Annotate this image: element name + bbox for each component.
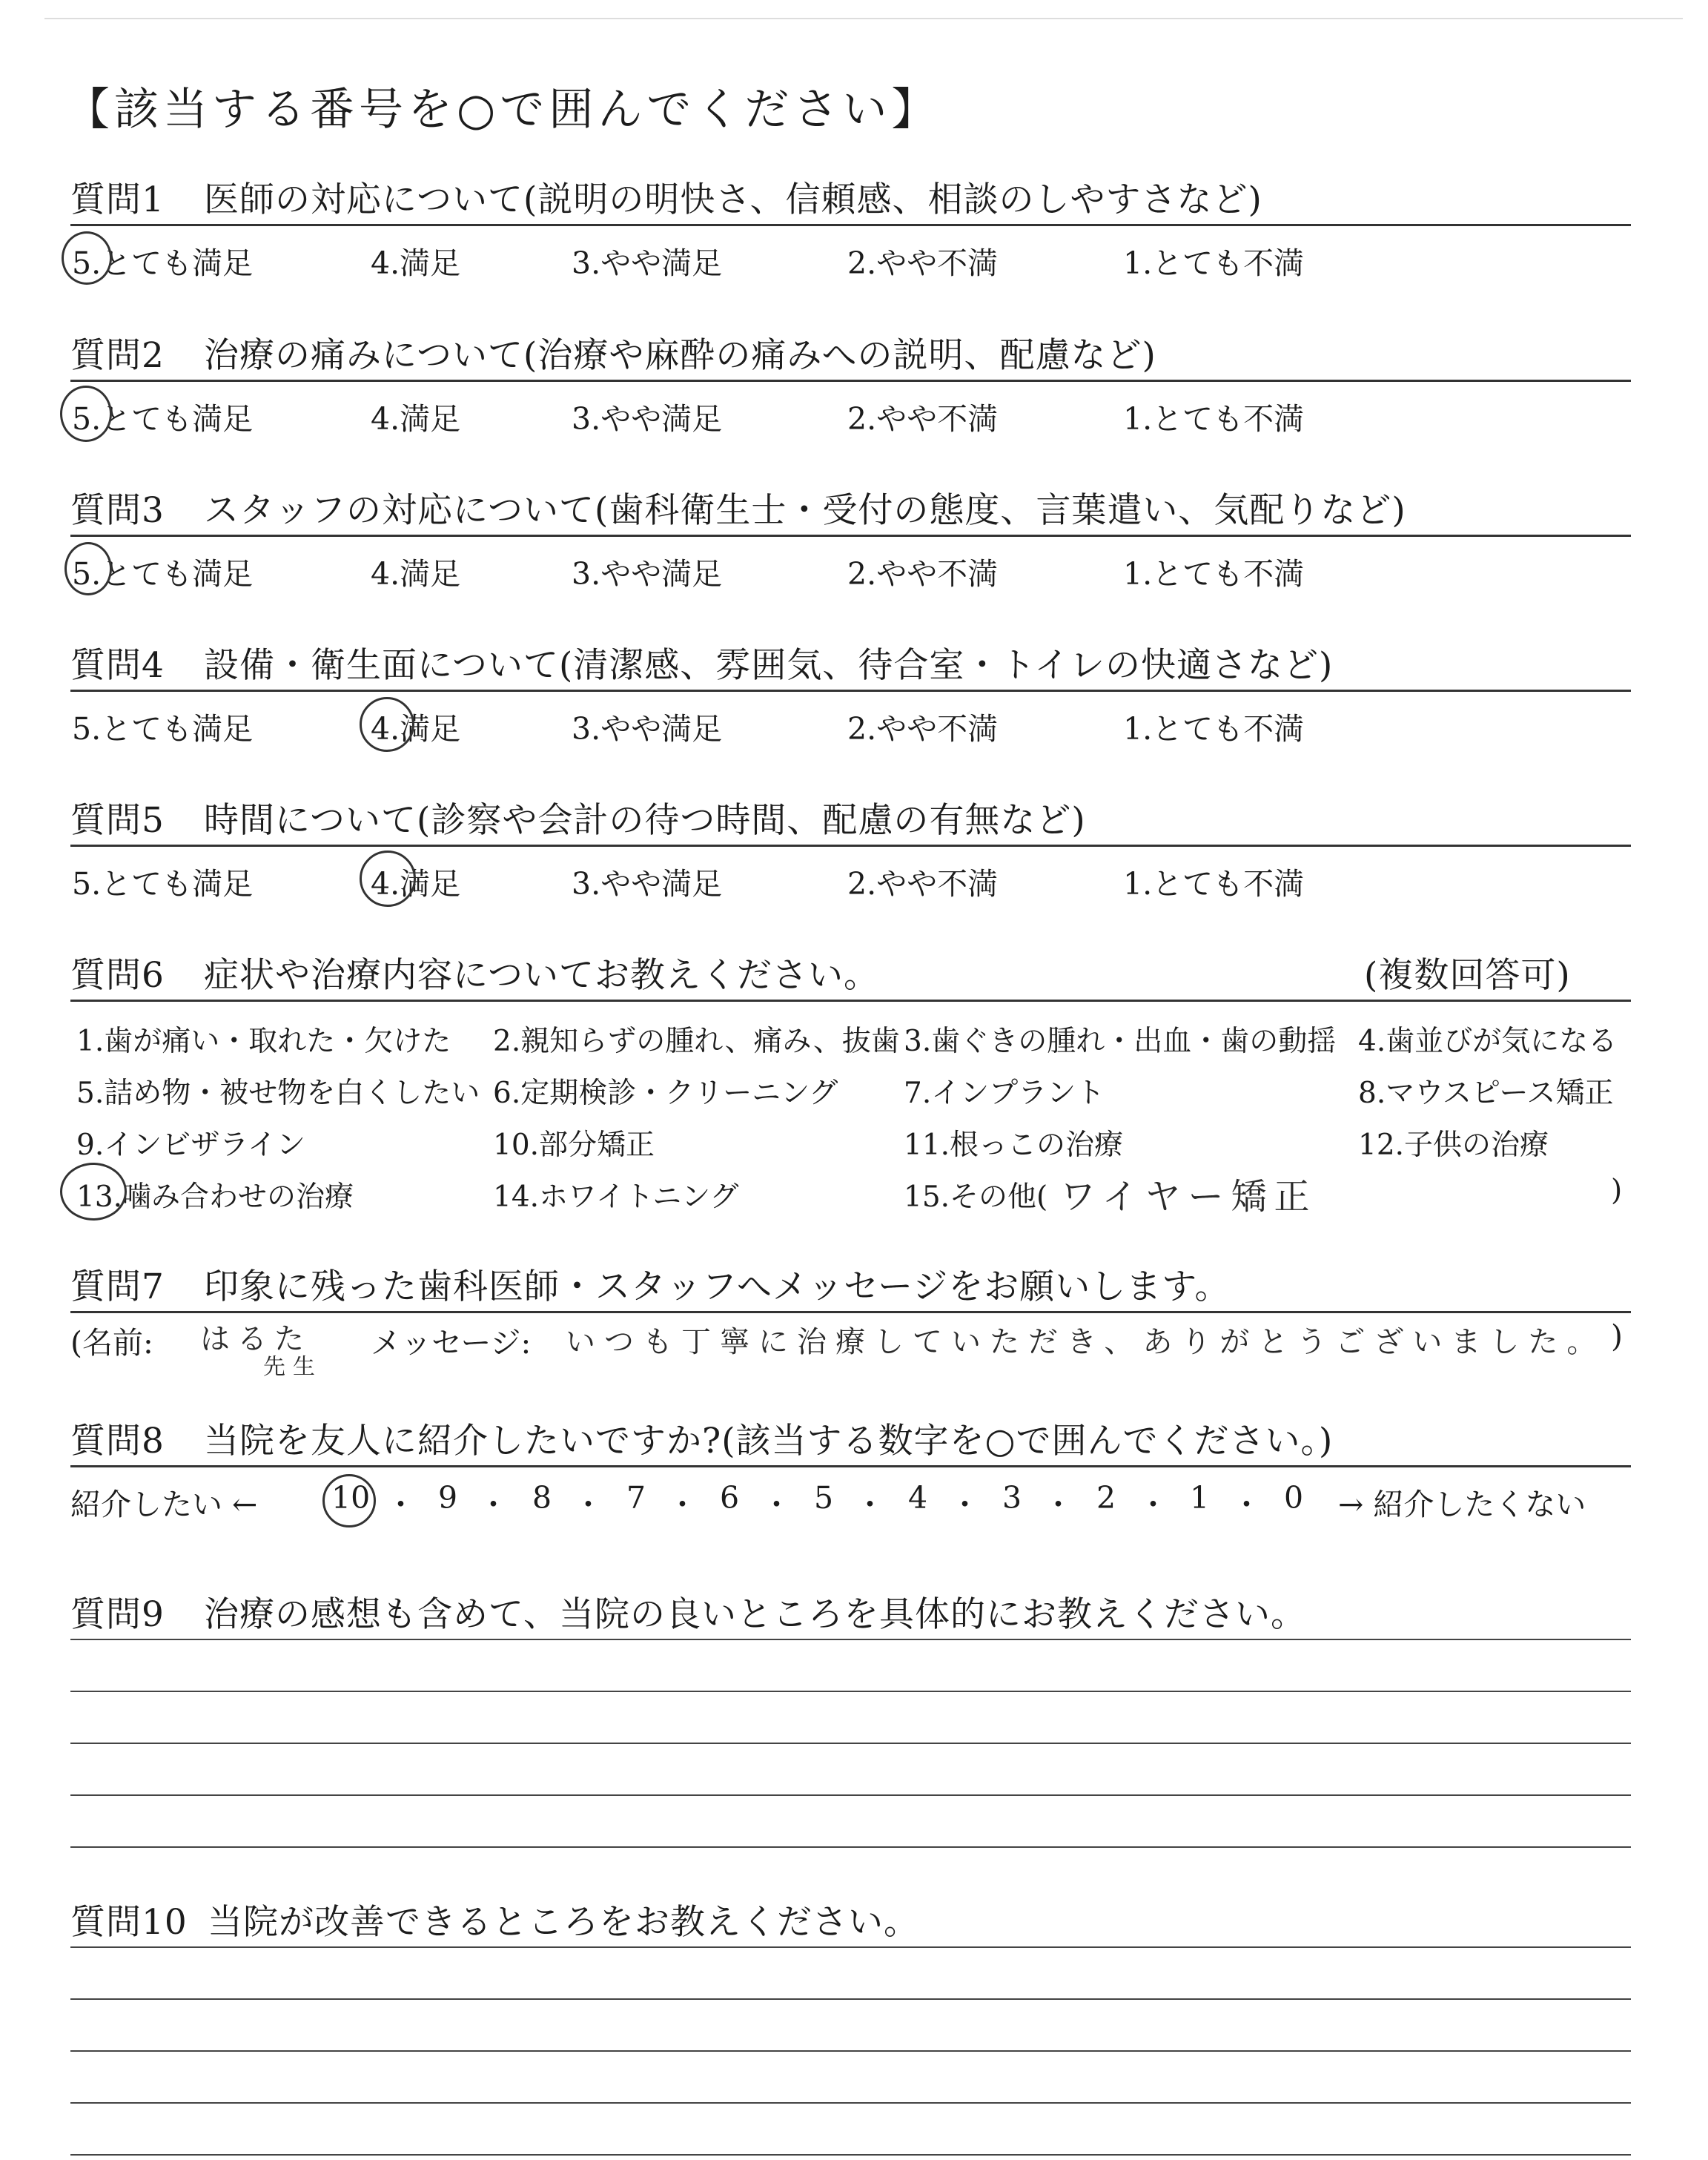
question-7-rule bbox=[70, 1311, 1631, 1313]
question-10-number: 質問10 bbox=[70, 1902, 188, 1943]
q8-separator: ・ bbox=[478, 1487, 509, 1522]
q6-option-5[interactable]: 5.詰め物・被せ物を白くしたい bbox=[76, 1077, 480, 1110]
question-5-number: 質問5 bbox=[70, 800, 165, 841]
question-3-rule bbox=[70, 535, 1631, 537]
q8-score-6[interactable]: 6 bbox=[720, 1480, 740, 1516]
q8-separator: ・ bbox=[1231, 1487, 1262, 1522]
question-8-title bbox=[70, 1413, 1333, 1463]
answer-rule bbox=[70, 1846, 1631, 1848]
q6-selection-circle bbox=[60, 1163, 127, 1221]
q3-option-4[interactable]: 4.満足 bbox=[371, 556, 461, 592]
q2-selection-circle bbox=[60, 386, 112, 442]
instruction-header: 【該当する番号を○で囲んでください】 bbox=[65, 84, 941, 136]
question-7-number: 質問7 bbox=[70, 1266, 165, 1307]
answer-rule bbox=[70, 1639, 1631, 1640]
answer-rule bbox=[70, 1794, 1631, 1796]
q1-option-2[interactable]: 2.やや不満 bbox=[847, 245, 999, 281]
answer-rule bbox=[70, 1691, 1631, 1692]
q1-selection-circle bbox=[62, 231, 112, 285]
q8-separator: ・ bbox=[667, 1487, 698, 1522]
question-2-number: 質問2 bbox=[70, 335, 165, 376]
question-10-text: 当院が改善できるところをお教えください。 bbox=[208, 1902, 919, 1943]
q8-score-0[interactable]: 0 bbox=[1284, 1480, 1304, 1516]
question-2-rule bbox=[70, 380, 1631, 382]
q7-name-handwritten-2[interactable]: 先生 bbox=[263, 1354, 322, 1380]
q4-selection-circle bbox=[360, 697, 414, 752]
question-3-number: 質問3 bbox=[70, 490, 165, 531]
q6-option-15-close: ) bbox=[1611, 1174, 1623, 1207]
question-5-title bbox=[70, 793, 1086, 842]
question-1-text: 医師の対応について(説明の明快さ、信頼感、相談のしやすさなど) bbox=[204, 179, 1262, 220]
question-6-rule bbox=[70, 1000, 1631, 1002]
question-4-text: 設備・衛生面について(清潔感、雰囲気、待合室・トイレの快適さなど) bbox=[204, 645, 1334, 686]
question-9-title bbox=[70, 1587, 1306, 1636]
question-4-number: 質問4 bbox=[70, 645, 165, 686]
q1-option-1[interactable]: 1.とても不満 bbox=[1123, 245, 1305, 281]
q2-option-4[interactable]: 4.満足 bbox=[371, 401, 461, 437]
q6-option-9[interactable]: 9.インビザライン bbox=[76, 1129, 306, 1162]
q5-option-5[interactable]: 5.とても満足 bbox=[72, 866, 254, 902]
question-8-rule bbox=[70, 1465, 1631, 1467]
q7-message-handwritten[interactable]: いつも丁寧に治療していただき、ありがとうございました。 bbox=[566, 1325, 1606, 1359]
q3-selection-circle bbox=[64, 542, 112, 595]
question-9-number: 質問9 bbox=[70, 1594, 165, 1635]
q2-option-5[interactable]: 5.とても満足 bbox=[72, 401, 254, 437]
q8-score-4[interactable]: 4 bbox=[908, 1480, 928, 1516]
q1-option-4[interactable]: 4.満足 bbox=[371, 245, 461, 281]
q6-option-13[interactable]: 13.噛み合わせの治療 bbox=[76, 1180, 354, 1214]
question-2-title bbox=[70, 328, 1156, 377]
question-6-number: 質問6 bbox=[70, 955, 165, 996]
q5-option-1[interactable]: 1.とても不満 bbox=[1123, 866, 1305, 902]
q8-left-label: 紹介したい ← bbox=[70, 1487, 258, 1522]
question-7-title bbox=[70, 1259, 1230, 1309]
q8-separator: ・ bbox=[1138, 1487, 1168, 1522]
q6-option-3[interactable]: 3.歯ぐきの腫れ・出血・歯の動揺 bbox=[904, 1025, 1337, 1058]
question-5-rule bbox=[70, 845, 1631, 847]
q8-separator: ・ bbox=[855, 1487, 885, 1522]
q3-option-1[interactable]: 1.とても不満 bbox=[1123, 556, 1305, 592]
q6-option-1[interactable]: 1.歯が痛い・取れた・欠けた bbox=[76, 1025, 451, 1058]
q6-option-14[interactable]: 14.ホワイトニング bbox=[493, 1180, 739, 1214]
q6-option-12[interactable]: 12.子供の治療 bbox=[1358, 1129, 1549, 1162]
q6-option-7[interactable]: 7.インプラント bbox=[904, 1077, 1105, 1110]
q8-selection-circle bbox=[322, 1474, 376, 1527]
q3-option-3[interactable]: 3.やや満足 bbox=[572, 556, 723, 592]
question-4-rule bbox=[70, 690, 1631, 692]
question-5-text: 時間について(診察や会計の待つ時間、配慮の有無など) bbox=[204, 800, 1086, 841]
q8-separator: ・ bbox=[1043, 1487, 1073, 1522]
answer-rule bbox=[70, 1946, 1631, 1948]
q4-option-5[interactable]: 5.とても満足 bbox=[72, 711, 254, 747]
question-6-text: 症状や治療内容についてお教えください。 bbox=[204, 955, 880, 996]
question-1-title bbox=[70, 172, 1262, 222]
answer-rule bbox=[70, 2050, 1631, 2052]
q3-option-2[interactable]: 2.やや不満 bbox=[847, 556, 999, 592]
q7-message-label: メッセージ: bbox=[371, 1325, 532, 1361]
question-1-number: 質問1 bbox=[70, 179, 165, 220]
q8-separator: ・ bbox=[573, 1487, 603, 1522]
q8-score-10[interactable]: 10 bbox=[331, 1480, 371, 1516]
q8-score-8[interactable]: 8 bbox=[532, 1480, 552, 1516]
q6-option-11[interactable]: 11.根っこの治療 bbox=[904, 1129, 1124, 1162]
q1-option-3[interactable]: 3.やや満足 bbox=[572, 245, 723, 281]
q8-score-7[interactable]: 7 bbox=[626, 1480, 646, 1516]
question-1-rule bbox=[70, 224, 1631, 226]
q6-option-2[interactable]: 2.親知らずの腫れ、痛み、抜歯 bbox=[493, 1025, 900, 1058]
q5-selection-circle bbox=[360, 851, 416, 907]
q6-option-8[interactable]: 8.マウスピース矯正 bbox=[1358, 1077, 1614, 1110]
q8-score-9[interactable]: 9 bbox=[438, 1480, 458, 1516]
q8-score-3[interactable]: 3 bbox=[1002, 1480, 1022, 1516]
q2-option-3[interactable]: 3.やや満足 bbox=[572, 401, 723, 437]
answer-rule bbox=[70, 2102, 1631, 2104]
question-6-note: (複数回答可) bbox=[1364, 955, 1571, 996]
question-2-text: 治療の痛みについて(治療や麻酔の痛みへの説明、配慮など) bbox=[204, 335, 1156, 376]
scan-edge-line bbox=[44, 18, 1683, 19]
question-4-title bbox=[70, 638, 1333, 687]
answer-rule bbox=[70, 1743, 1631, 1744]
q6-option-15[interactable]: 15.その他( bbox=[904, 1180, 1048, 1214]
q5-option-3[interactable]: 3.やや満足 bbox=[572, 866, 723, 902]
q8-score-5[interactable]: 5 bbox=[814, 1480, 834, 1516]
question-9-text: 治療の感想も含めて、当院の良いところを具体的にお教えください。 bbox=[204, 1594, 1307, 1635]
question-8-number: 質問8 bbox=[70, 1421, 165, 1462]
answer-rule bbox=[70, 2154, 1631, 2156]
question-3-title bbox=[70, 483, 1406, 532]
q4-option-1[interactable]: 1.とても不満 bbox=[1123, 711, 1305, 747]
q8-score-2[interactable]: 2 bbox=[1096, 1480, 1116, 1516]
q2-option-2[interactable]: 2.やや不満 bbox=[847, 401, 999, 437]
q8-separator: ・ bbox=[761, 1487, 792, 1522]
question-10-title bbox=[70, 1895, 919, 1944]
q4-option-3[interactable]: 3.やや満足 bbox=[572, 711, 723, 747]
q4-option-2[interactable]: 2.やや不満 bbox=[847, 711, 999, 747]
q8-right-label: → 紹介したくない bbox=[1338, 1487, 1586, 1522]
question-7-text: 印象に残った歯科医師・スタッフへメッセージをお願いします。 bbox=[204, 1266, 1231, 1307]
q5-option-4[interactable]: 4.満足 bbox=[371, 866, 461, 902]
q5-option-2[interactable]: 2.やや不満 bbox=[847, 866, 999, 902]
q1-option-5[interactable]: 5.とても満足 bbox=[72, 245, 254, 281]
question-3-text: スタッフの対応について(歯科衛生士・受付の態度、言葉遣い、気配りなど) bbox=[204, 490, 1406, 531]
question-6-title bbox=[70, 948, 879, 997]
answer-rule bbox=[70, 1998, 1631, 2000]
q3-option-5[interactable]: 5.とても満足 bbox=[72, 556, 254, 592]
q7-close-paren: ) bbox=[1611, 1318, 1623, 1354]
q8-separator: ・ bbox=[950, 1487, 980, 1522]
q6-option-6[interactable]: 6.定期検診・クリーニング bbox=[493, 1077, 838, 1110]
q8-score-1[interactable]: 1 bbox=[1190, 1480, 1210, 1516]
q7-name-handwritten[interactable]: はるた bbox=[200, 1322, 311, 1356]
q7-name-label: (名前: bbox=[70, 1325, 153, 1361]
q8-separator: ・ bbox=[385, 1487, 416, 1522]
q6-other-handwritten[interactable]: ワイヤー矯正 bbox=[1060, 1176, 1317, 1218]
q6-option-4[interactable]: 4.歯並びが気になる bbox=[1358, 1025, 1618, 1058]
question-8-text: 当院を友人に紹介したいですか?(該当する数字を○で囲んでください。) bbox=[204, 1421, 1334, 1462]
q6-option-10[interactable]: 10.部分矯正 bbox=[493, 1129, 655, 1162]
q4-option-4[interactable]: 4.満足 bbox=[371, 711, 461, 747]
q2-option-1[interactable]: 1.とても不満 bbox=[1123, 401, 1305, 437]
